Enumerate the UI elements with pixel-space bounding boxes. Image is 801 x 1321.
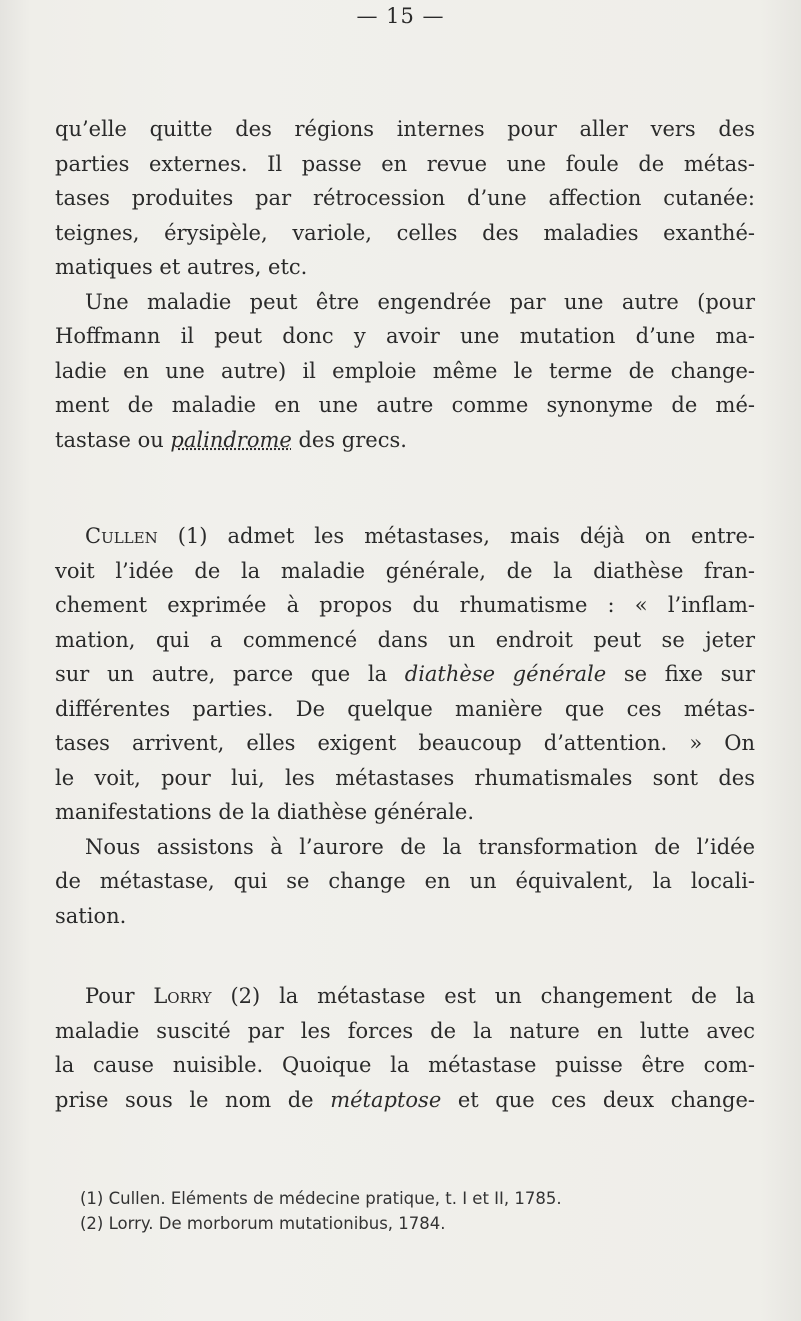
text-line: qu’elle quitte des régions internes pour aller vers des (55, 117, 755, 141)
text-line: ladie en une autre) il emploie même le terme de change- (55, 358, 755, 383)
text-line: Hoffmann il peut donc y avoir une mutation d’une ma- (55, 324, 755, 348)
text-line: tases produites par rétrocession d’une affection cutanée: (55, 186, 755, 210)
text-line: Nous assistons à l’aurore de la transformation de l’idée (85, 834, 755, 859)
text-line: tases arrivent, elles exigent beaucoup d’attention. » On (55, 731, 755, 755)
text-segment: sur un autre, parce que la (55, 662, 405, 686)
italic-term: palindrome (170, 427, 292, 452)
text-line (55, 657, 755, 692)
text-line: différentes parties. De quelque manière que ces métas- (55, 696, 755, 721)
footnotes (80, 1186, 760, 1236)
text-line: teignes, érysipèle, variole, celles des maladies exanthé- (55, 220, 755, 245)
text-line: manifestations de la diathèse générale. (55, 800, 474, 824)
text-segment: prise sous le nom de (55, 1087, 331, 1112)
text-line: maladie suscité par les forces de la nature en lutte avec (55, 1018, 755, 1043)
text-line: chement exprimée à propos du rhumatisme : « l’inflam- (55, 593, 755, 617)
author-name: Cullen (85, 524, 158, 548)
text-line: la cause nuisible. Quoique la métastase puisse être com- (55, 1053, 755, 1077)
text-line: le voit, pour lui, les métastases rhumatismales sont des (55, 765, 755, 790)
paragraph-lorry (55, 979, 755, 1117)
text-line (55, 979, 755, 1014)
text-line: mation, qui a commencé dans un endroit peut se jeter (55, 627, 755, 652)
italic-term: métaptose (330, 1087, 442, 1112)
text-segment: se fixe sur (606, 662, 755, 686)
footnote: (2) Lorry. De morborum mutationibus, 1784. (80, 1214, 446, 1233)
page-number: — 15 — (356, 4, 445, 28)
text-line: matiques et autres, etc. (55, 255, 308, 279)
text-line (55, 519, 755, 554)
text-line: parties externes. Il passe en revue une foule de métas- (55, 151, 755, 176)
italic-term: diathèse générale (404, 662, 607, 686)
text-segment: des grecs. (291, 427, 407, 452)
paragraph-hoffmann (55, 112, 755, 457)
text-line: ment de maladie en une autre comme synonyme de mé- (55, 393, 755, 417)
text-line: de métastase, qui se change en un équivalent, la locali- (55, 869, 755, 893)
text-segment: Pour (85, 984, 154, 1008)
text-line (55, 1083, 755, 1118)
text-segment: (2) la métastase est un changement de la (211, 984, 755, 1008)
text-line (55, 423, 755, 458)
text-line: sation. (55, 903, 127, 928)
text-line: Une maladie peut être engendrée par une autre (pour (85, 289, 755, 314)
paragraph-cullen (55, 519, 755, 933)
text-segment: tastase ou (55, 427, 171, 452)
text-segment: et que ces deux change- (441, 1087, 755, 1112)
footnote: (1) Cullen. Eléments de médecine pratique, t. I et II, 1785. (80, 1189, 562, 1208)
text-line: voit l’idée de la maladie générale, de la diathèse fran- (55, 558, 755, 583)
text-segment: (1) admet les métastases, mais déjà on entre- (157, 524, 755, 548)
author-name: Lorry (153, 984, 212, 1008)
